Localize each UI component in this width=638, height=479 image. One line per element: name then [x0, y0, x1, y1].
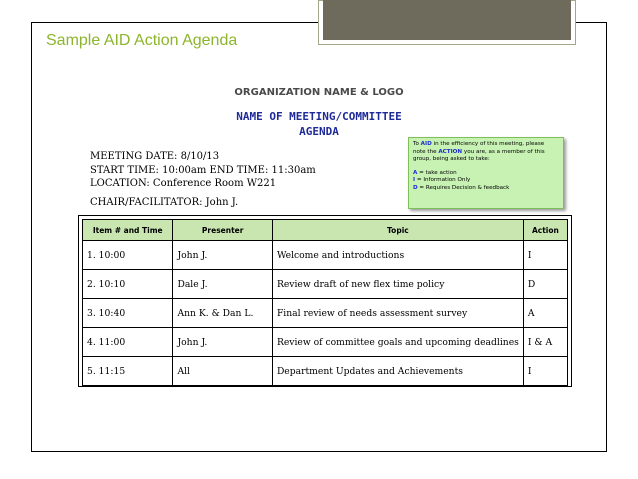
legend-key-i: I: [413, 177, 416, 184]
callout-text: To: [413, 141, 421, 147]
callout-text: you are, as a member of this: [462, 148, 545, 155]
organization-name: ORGANIZATION NAME & LOGO: [234, 87, 404, 98]
table-row: [83, 270, 568, 299]
callout-line2: [413, 149, 559, 157]
meeting-date: MEETING DATE: 8/10/13: [90, 151, 220, 162]
meeting-details: [90, 150, 316, 191]
cell-action: A: [523, 299, 567, 328]
header-presenter: Presenter: [173, 220, 272, 241]
cell-topic: Department Updates and Achievements: [272, 357, 523, 386]
cell-action: I & A: [523, 328, 567, 357]
table-row: [83, 299, 568, 328]
header-action: Action: [523, 220, 567, 241]
legend-information: [413, 177, 559, 185]
decorative-title-box: [318, 0, 576, 45]
table-row: [83, 241, 568, 270]
legend-text: = take action: [417, 169, 457, 176]
cell-presenter: Dale J.: [173, 270, 272, 299]
aid-legend-callout: [408, 137, 564, 209]
legend-key-d: D: [413, 184, 418, 191]
callout-text: note the: [413, 148, 439, 155]
cell-topic: Review of committee goals and upcoming deadlines: [272, 328, 523, 357]
header-item-time: Item # and Time: [83, 220, 173, 241]
meeting-title: [0, 109, 638, 139]
cell-presenter: John J.: [173, 241, 272, 270]
decorative-title-fill: [323, 0, 571, 40]
meeting-title-line2: AGENDA: [299, 125, 339, 138]
cell-item-time: 5. 11:15: [83, 357, 173, 386]
legend-key-a: A: [413, 169, 418, 176]
cell-topic: Welcome and introductions: [272, 241, 523, 270]
cell-item-time: 2. 10:10: [83, 270, 173, 299]
cell-presenter: John J.: [173, 328, 272, 357]
callout-line3: group, being asked to take:: [413, 156, 490, 163]
callout-aid-word: AID: [420, 141, 432, 147]
cell-topic: Review draft of new flex time policy: [272, 270, 523, 299]
cell-item-time: 1. 10:00: [83, 241, 173, 270]
cell-topic: Final review of needs assessment survey: [272, 299, 523, 328]
cell-item-time: 4. 11:00: [83, 328, 173, 357]
legend-decision: [413, 185, 559, 193]
table-row: [83, 357, 568, 386]
cell-action: I: [523, 241, 567, 270]
cell-presenter: Ann K. & Dan L.: [173, 299, 272, 328]
header-topic: Topic: [272, 220, 523, 241]
chair-facilitator: CHAIR/FACILITATOR: John J.: [90, 197, 239, 208]
cell-item-time: 3. 10:40: [83, 299, 173, 328]
table-row: [83, 328, 568, 357]
legend-take-action: [413, 170, 559, 178]
cell-action: D: [523, 270, 567, 299]
legend-text: = Information Only: [415, 177, 471, 184]
cell-presenter: All: [173, 357, 272, 386]
table-header-row: [83, 220, 568, 241]
legend-text: = Requires Decision & feedback: [417, 184, 510, 191]
meeting-title-line1: NAME OF MEETING/COMMITTEE: [236, 110, 402, 123]
agenda-table: [82, 219, 568, 386]
meeting-location: LOCATION: Conference Room W221: [90, 178, 277, 189]
meeting-times: START TIME: 10:00am END TIME: 11:30am: [90, 164, 316, 176]
callout-action-word: ACTION: [438, 148, 463, 155]
callout-text: in the efficiency of this meeting, please: [431, 141, 545, 147]
callout-line1: [413, 141, 559, 149]
cell-action: I: [523, 357, 567, 386]
slide-title: Sample AID Action Agenda: [46, 32, 238, 49]
